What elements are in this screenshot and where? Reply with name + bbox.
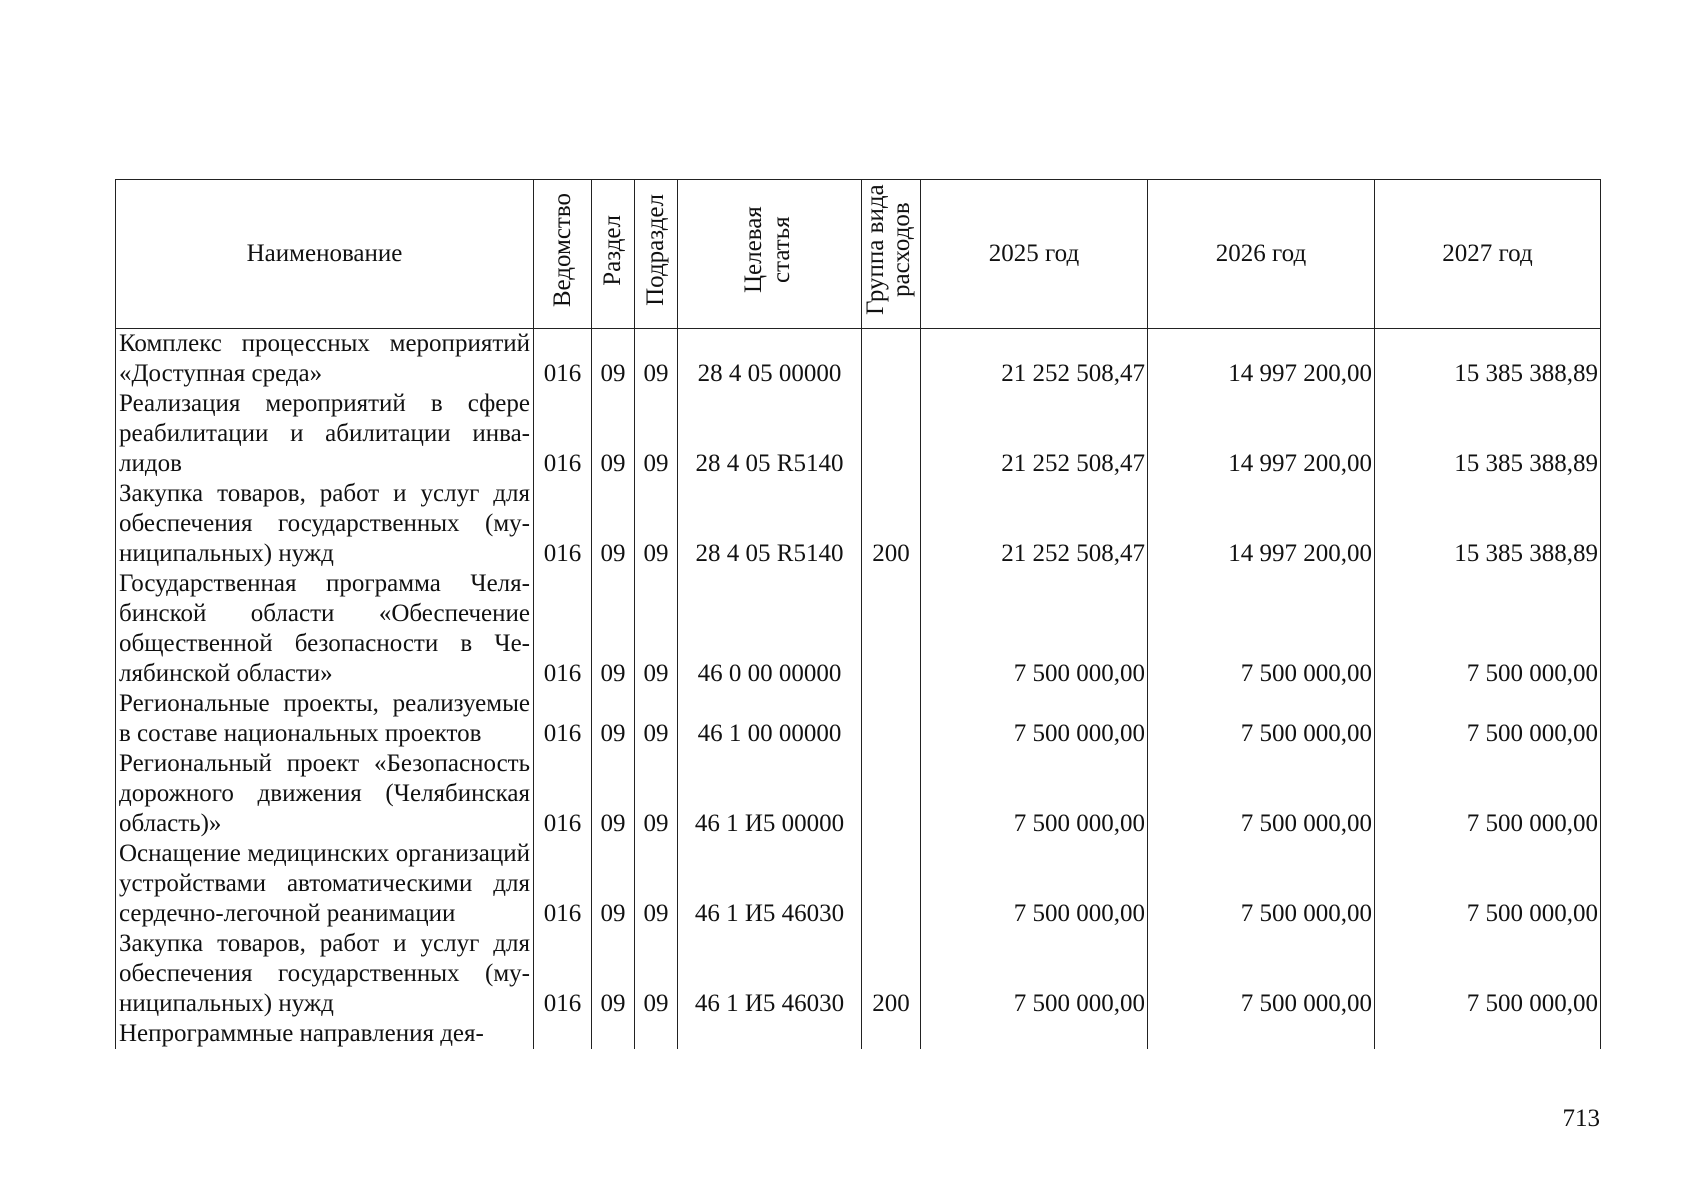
row-name: Региональные проекты, реализуемые в составе национальных проектов bbox=[116, 689, 534, 749]
row-name: Комплекс процессных мероприятий «Доступная среда» bbox=[116, 329, 534, 390]
row-year-2027: 15 385 388,89 bbox=[1375, 389, 1601, 479]
row-expense-group bbox=[862, 839, 921, 929]
row-year-2027: 15 385 388,89 bbox=[1375, 329, 1601, 390]
row-expense-group bbox=[862, 389, 921, 479]
row-name: Непрограммные направления дея- bbox=[116, 1019, 534, 1049]
row-expense-group bbox=[862, 689, 921, 749]
row-year-2026: 7 500 000,00 bbox=[1148, 749, 1375, 839]
row-subsection: 09 bbox=[635, 389, 678, 479]
row-year-2026: 7 500 000,00 bbox=[1148, 569, 1375, 689]
header-subsection: Подраздел bbox=[635, 180, 678, 329]
row-year-2026: 14 997 200,00 bbox=[1148, 389, 1375, 479]
header-name: Наименование bbox=[116, 180, 534, 329]
row-name: Закупка товаров, работ и услуг для обеспечения государственных (муниципальных) нужд bbox=[116, 929, 534, 1019]
row-department: 016 bbox=[534, 929, 592, 1019]
row-expense-group: 200 bbox=[862, 929, 921, 1019]
header-year-2025: 2025 год bbox=[921, 180, 1148, 329]
row-target-article: 28 4 05 00000 bbox=[678, 329, 862, 390]
row-name: Закупка товаров, работ и услуг для обеспечения государственных (муниципальных) нужд bbox=[116, 479, 534, 569]
row-name: Региональный проект «Безопасность дорожного движения (Челябинская область)» bbox=[116, 749, 534, 839]
row-name: Оснащение медицинских организаций устройствами автоматическими для сердечно-легочной реанимации bbox=[116, 839, 534, 929]
row-year-2025: 7 500 000,00 bbox=[921, 689, 1148, 749]
row-section: 09 bbox=[592, 689, 635, 749]
row-year-2027: 7 500 000,00 bbox=[1375, 839, 1601, 929]
table-row bbox=[116, 389, 1601, 479]
row-year-2027: 15 385 388,89 bbox=[1375, 479, 1601, 569]
row-target-article: 46 1 00 00000 bbox=[678, 689, 862, 749]
row-subsection: 09 bbox=[635, 479, 678, 569]
row-year-2025: 7 500 000,00 bbox=[921, 569, 1148, 689]
header-department: Ведомство bbox=[534, 180, 592, 329]
row-year-2025: 7 500 000,00 bbox=[921, 929, 1148, 1019]
row-expense-group bbox=[862, 749, 921, 839]
row-year-2026: 7 500 000,00 bbox=[1148, 689, 1375, 749]
table-row bbox=[116, 839, 1601, 929]
row-target-article: 28 4 05 R5140 bbox=[678, 389, 862, 479]
budget-table bbox=[115, 179, 1601, 1049]
row-year-2025: 21 252 508,47 bbox=[921, 479, 1148, 569]
header-year-2027: 2027 год bbox=[1375, 180, 1601, 329]
row-year-2027: 7 500 000,00 bbox=[1375, 929, 1601, 1019]
row-section: 09 bbox=[592, 569, 635, 689]
row-section: 09 bbox=[592, 479, 635, 569]
row-department: 016 bbox=[534, 749, 592, 839]
row-target-article: 46 0 00 00000 bbox=[678, 569, 862, 689]
row-department: 016 bbox=[534, 329, 592, 390]
table-row-partial bbox=[116, 1019, 1601, 1049]
row-subsection: 09 bbox=[635, 839, 678, 929]
table-row bbox=[116, 929, 1601, 1019]
row-year-2026: 7 500 000,00 bbox=[1148, 839, 1375, 929]
table-row bbox=[116, 689, 1601, 749]
row-target-article: 28 4 05 R5140 bbox=[678, 479, 862, 569]
row-section: 09 bbox=[592, 929, 635, 1019]
row-expense-group: 200 bbox=[862, 479, 921, 569]
row-year-2025: 21 252 508,47 bbox=[921, 389, 1148, 479]
header-expense-group: Группа вида расходов bbox=[862, 180, 921, 329]
row-subsection: 09 bbox=[635, 689, 678, 749]
row-expense-group bbox=[862, 569, 921, 689]
row-subsection: 09 bbox=[635, 929, 678, 1019]
row-target-article: 46 1 И5 00000 bbox=[678, 749, 862, 839]
row-section: 09 bbox=[592, 389, 635, 479]
row-year-2027: 7 500 000,00 bbox=[1375, 689, 1601, 749]
table-row bbox=[116, 329, 1601, 390]
row-year-2025: 7 500 000,00 bbox=[921, 839, 1148, 929]
row-name: Реализация мероприятий в сфере реабилитации и абилитации инвалидов bbox=[116, 389, 534, 479]
row-section: 09 bbox=[592, 839, 635, 929]
row-subsection: 09 bbox=[635, 569, 678, 689]
row-year-2026: 14 997 200,00 bbox=[1148, 329, 1375, 390]
table-row bbox=[116, 749, 1601, 839]
row-name: Государственная программа Челябинской области «Обеспечение общественной безопасности в Челябинской области» bbox=[116, 569, 534, 689]
row-subsection: 09 bbox=[635, 329, 678, 390]
page-number: 713 bbox=[1562, 1105, 1600, 1132]
row-department: 016 bbox=[534, 839, 592, 929]
row-target-article: 46 1 И5 46030 bbox=[678, 839, 862, 929]
row-year-2027: 7 500 000,00 bbox=[1375, 569, 1601, 689]
row-year-2026: 7 500 000,00 bbox=[1148, 929, 1375, 1019]
header-year-2026: 2026 год bbox=[1148, 180, 1375, 329]
row-department: 016 bbox=[534, 479, 592, 569]
row-department: 016 bbox=[534, 389, 592, 479]
row-year-2026: 14 997 200,00 bbox=[1148, 479, 1375, 569]
row-subsection: 09 bbox=[635, 749, 678, 839]
row-year-2025: 21 252 508,47 bbox=[921, 329, 1148, 390]
row-expense-group bbox=[862, 329, 921, 390]
row-section: 09 bbox=[592, 329, 635, 390]
row-year-2027: 7 500 000,00 bbox=[1375, 749, 1601, 839]
row-section: 09 bbox=[592, 749, 635, 839]
row-department: 016 bbox=[534, 689, 592, 749]
table-row bbox=[116, 569, 1601, 689]
row-department: 016 bbox=[534, 569, 592, 689]
header-target-article: Целевая статья bbox=[678, 180, 862, 329]
row-target-article: 46 1 И5 46030 bbox=[678, 929, 862, 1019]
row-year-2025: 7 500 000,00 bbox=[921, 749, 1148, 839]
table-header-row bbox=[116, 180, 1601, 329]
table-row bbox=[116, 479, 1601, 569]
header-section: Раздел bbox=[592, 180, 635, 329]
